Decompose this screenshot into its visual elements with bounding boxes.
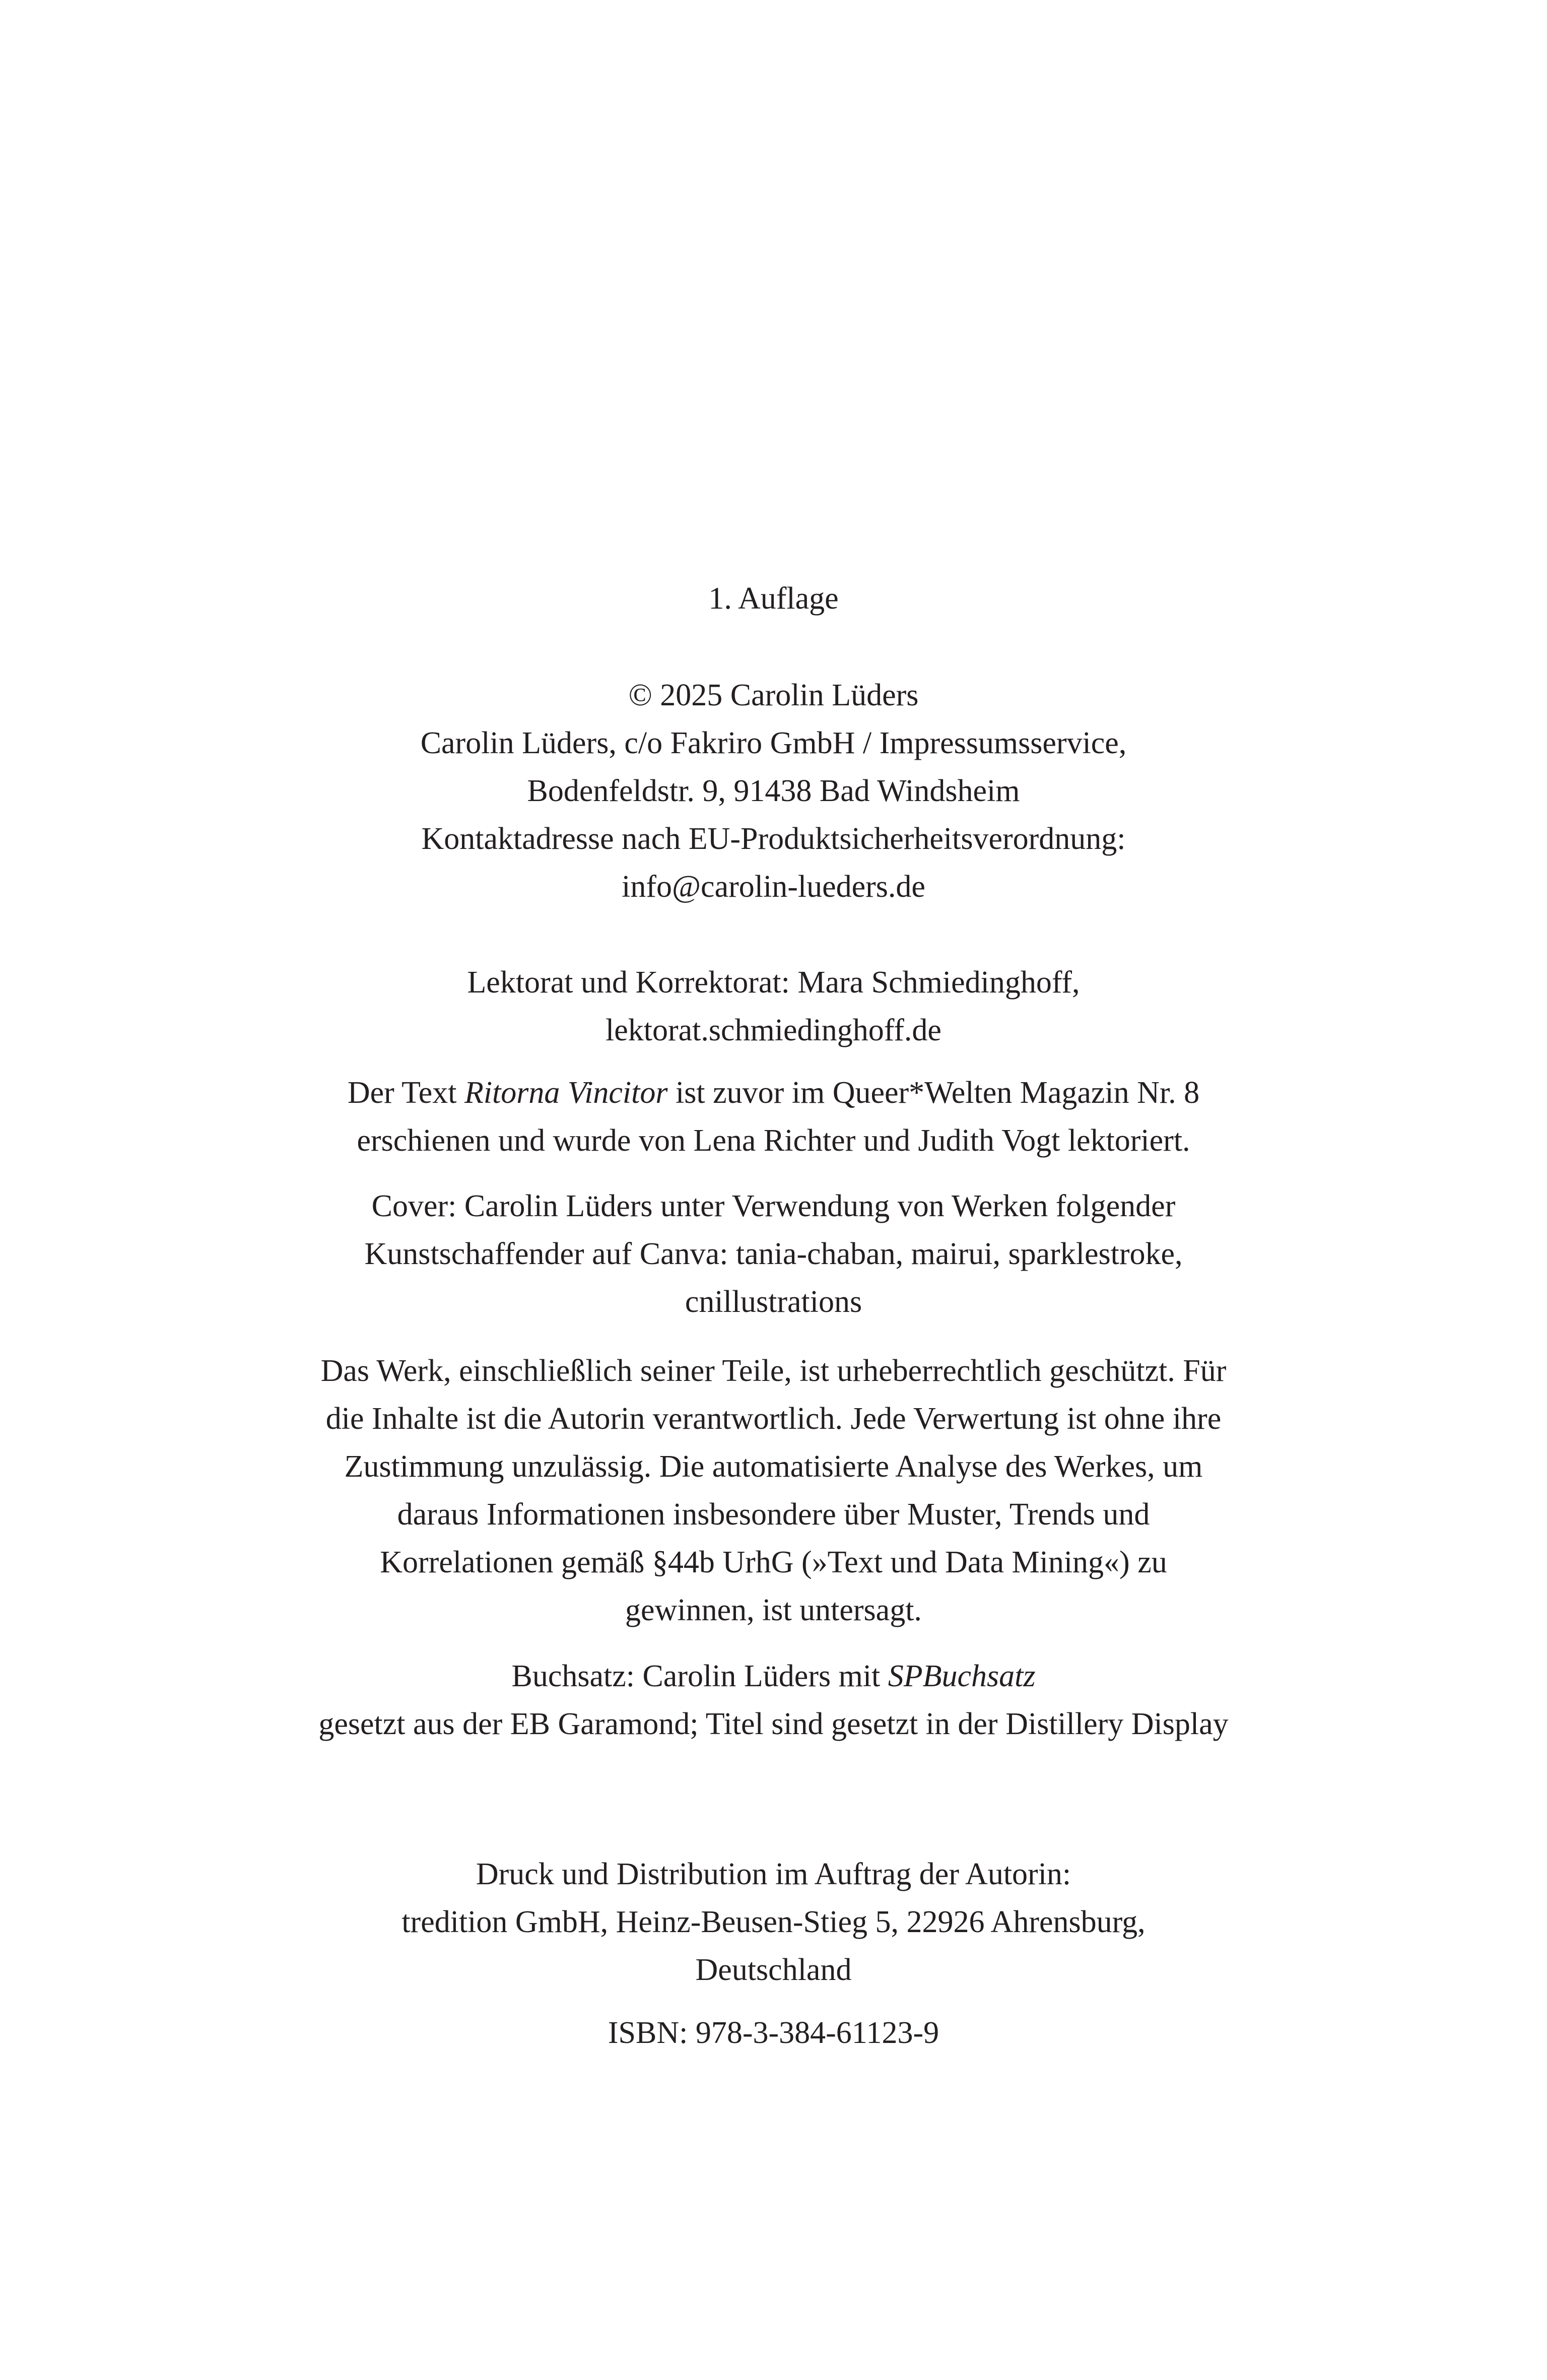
typesetting-pre: Buchsatz: Carolin Lüders mit — [511, 1659, 888, 1693]
copyright-block — [0, 672, 1547, 911]
cover-line: Kunstschaffender auf Canva: tania-chaban, mairui, sparklestroke, — [364, 1237, 1183, 1271]
printing-block — [0, 1850, 1547, 1994]
copyright-line: © 2025 Carolin Lüders — [628, 678, 919, 712]
story-title: Ritorna Vincitor — [464, 1076, 668, 1110]
rights-line: Das Werk, einschließlich seiner Teile, ist urheberrechtlich geschützt. Für — [320, 1354, 1227, 1388]
cover-credits-block — [0, 1182, 1547, 1326]
prior-publication-post: ist zuvor im Queer*Welten Magazin Nr. 8 — [667, 1076, 1200, 1110]
rights-line: Zustimmung unzulässig. Die automatisierte Analyse des Werkes, um — [344, 1449, 1203, 1484]
typesetting-software: SPBuchsatz — [888, 1659, 1036, 1693]
printing-line: Deutschland — [695, 1953, 852, 1987]
isbn-block — [0, 2009, 1547, 2057]
prior-publication-line — [0, 1069, 1547, 1117]
rights-notice-block — [0, 1347, 1547, 1634]
isbn: ISBN: 978-3-384-61123-9 — [608, 2016, 939, 2050]
editing-website: lektorat.schmiedinghoff.de — [606, 1013, 941, 1047]
editing-block — [0, 959, 1547, 1054]
prior-publication-block — [0, 1069, 1547, 1165]
rights-line: die Inhalte ist die Autorin verantwortlich. Jede Verwertung ist ohne ihre — [325, 1402, 1222, 1436]
printing-line: tredition GmbH, Heinz-Beusen-Stieg 5, 22926 Ahrensburg, — [401, 1905, 1146, 1939]
prior-publication-pre: Der Text — [347, 1076, 464, 1110]
cover-line: cnillustrations — [685, 1285, 862, 1319]
edition-block — [0, 575, 1547, 623]
typesetting-block — [0, 1652, 1547, 1748]
edition-text: 1. Auflage — [708, 581, 839, 616]
prior-publication-line: erschienen und wurde von Lena Richter und Judith Vogt lektoriert. — [357, 1123, 1190, 1158]
contact-label: Kontaktadresse nach EU-Produktsicherheitsverordnung: — [421, 822, 1126, 856]
rights-line: daraus Informationen insbesondere über Muster, Trends und — [397, 1497, 1150, 1532]
contact-email: info@carolin-lueders.de — [622, 870, 925, 904]
typeface-line: gesetzt aus der EB Garamond; Titel sind gesetzt in der Distillery Display — [318, 1707, 1229, 1741]
editing-line: Lektorat und Korrektorat: Mara Schmiedinghoff, — [467, 965, 1080, 1000]
address-line: Bodenfeldstr. 9, 91438 Bad Windsheim — [527, 774, 1020, 808]
rights-line: Korrelationen gemäß §44b UrhG (»Text und Data Mining«) zu — [380, 1545, 1167, 1579]
typesetting-line — [0, 1652, 1547, 1700]
address-line: Carolin Lüders, c/o Fakriro GmbH / Impressumsservice, — [420, 726, 1127, 760]
printing-line: Druck und Distribution im Auftrag der Autorin: — [476, 1857, 1071, 1891]
rights-line: gewinnen, ist untersagt. — [625, 1593, 922, 1627]
cover-line: Cover: Carolin Lüders unter Verwendung von Werken folgender — [371, 1189, 1176, 1223]
